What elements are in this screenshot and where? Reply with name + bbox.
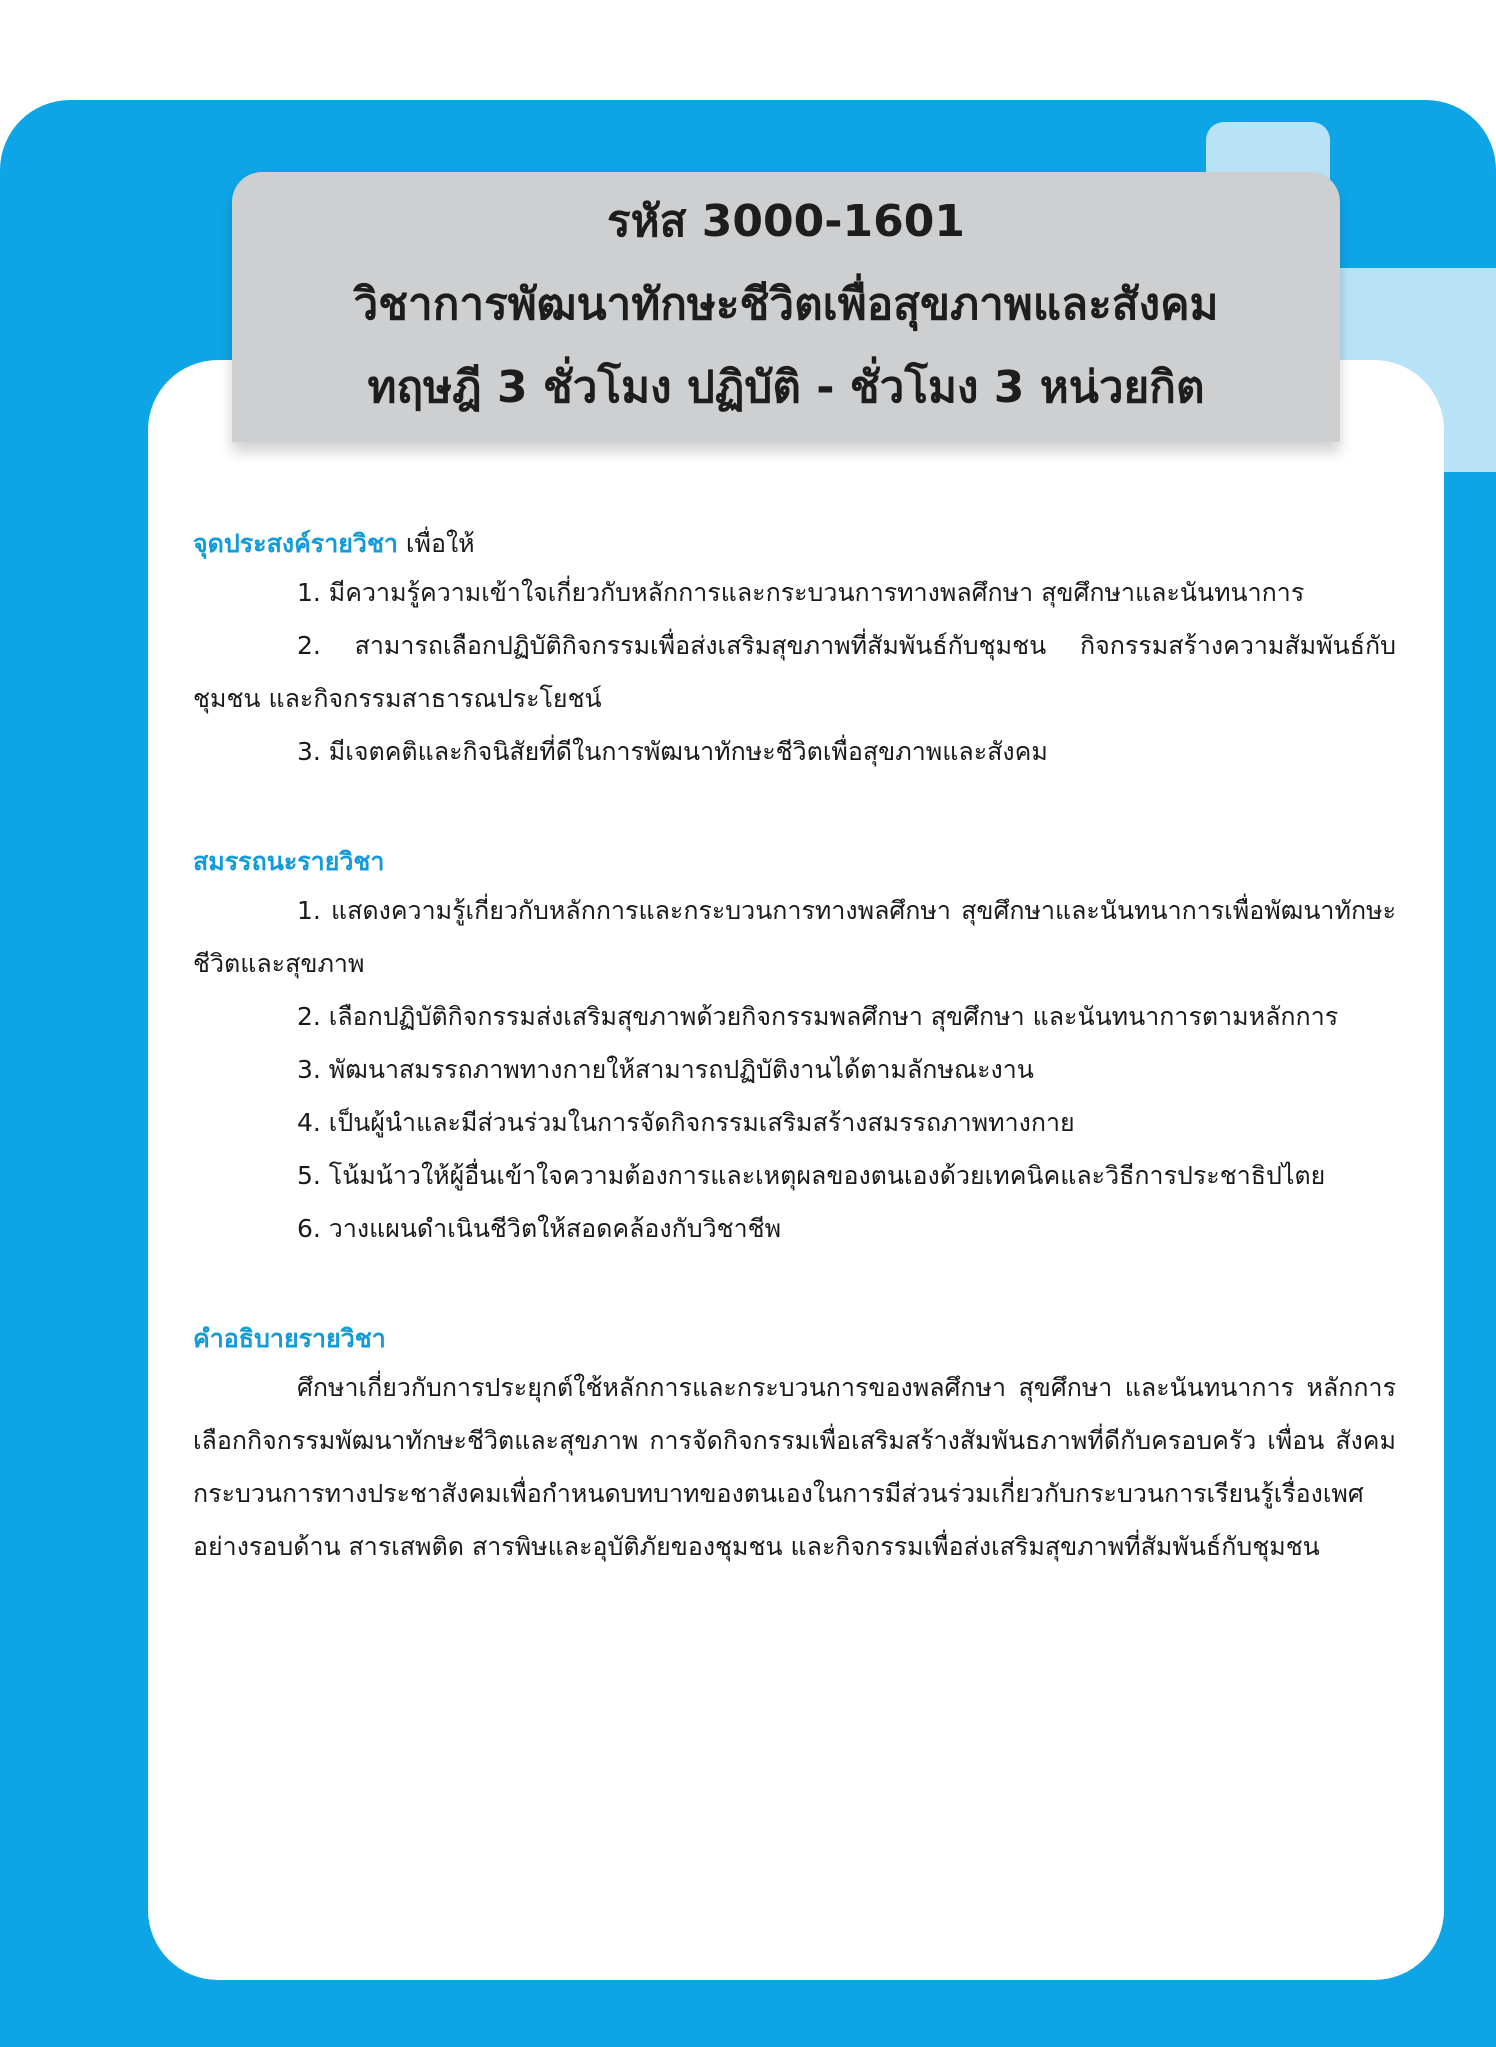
- course-header: [232, 172, 1340, 442]
- competency-item: 1. แสดงความรู้เกี่ยวกับหลักการและกระบวนการทางพลศึกษา สุขศึกษาและนันทนาการเพื่อพัฒนาทักษะชีวิตและสุขภาพ: [193, 896, 1396, 978]
- objectives-title: จุดประสงค์รายวิชา: [193, 529, 398, 558]
- competency-item: 6. วางแผนดำเนินชีวิตให้สอดคล้องกับวิชาชีพ: [297, 1214, 782, 1243]
- section-spacer: [193, 1255, 1396, 1317]
- course-content: [193, 522, 1396, 1573]
- objective-item: 1. มีความรู้ความเข้าใจเกี่ยวกับหลักการและกระบวนการทางพลศึกษา สุขศึกษาและนันทนาการ: [297, 578, 1305, 607]
- competency-item: 5. โน้มน้าวให้ผู้อื่นเข้าใจความต้องการและเหตุผลของตนเองด้วยเทคนิคและวิธีการประชาธิปไตย: [297, 1161, 1326, 1190]
- objectives-title-suffix: เพื่อให้: [397, 529, 475, 558]
- competency-item: 4. เป็นผู้นำและมีส่วนร่วมในการจัดกิจกรรมเสริมสร้างสมรรถภาพทางกาย: [297, 1108, 1075, 1137]
- description-heading: คำอธิบายรายวิชา: [193, 1324, 386, 1353]
- objective-item: 3. มีเจตคติและกิจนิสัยที่ดีในการพัฒนาทักษะชีวิตเพื่อสุขภาพและสังคม: [297, 737, 1048, 766]
- course-title: วิชาการพัฒนาทักษะชีวิตเพื่อสุขภาพและสังคม: [353, 279, 1219, 330]
- competency-item: 2. เลือกปฏิบัติกิจกรรมส่งเสริมสุขภาพด้วยกิจกรรมพลศึกษา สุขศึกษา และนันทนาการตามหลักการ: [297, 1002, 1339, 1031]
- objectives-heading: [193, 522, 1396, 566]
- description-text: ศึกษาเกี่ยวกับการประยุกต์ใช้หลักการและกระบวนการของพลศึกษา สุขศึกษา และนันทนาการ หลักการเลือกกิจกรรมพัฒนาทักษะชีวิตและสุขภาพ การจัดกิจกรรมเพื่อเสริมสร้างสัมพันธภาพที่ดีกับครอบครัว เพื่อน สังคม กระบวนการทางประชาสังคมเพื่อกำหนดบทบาทของตนเองในการมีส่วนร่วมเกี่ยวกับกระบวนการเรียนรู้เรื่องเพศอย่างรอบด้าน สารเสพติด สารพิษและอุบัติภัยของชุมชน และกิจกรรมเพื่อส่งเสริมสุขภาพที่สัมพันธ์กับชุมชน: [193, 1373, 1396, 1561]
- objective-item: 2. สามารถเลือกปฏิบัติกิจกรรมเพื่อส่งเสริมสุขภาพที่สัมพันธ์กับชุมชน กิจกรรมสร้างความสัมพันธ์กับชุมชน และกิจกรรมสาธารณประโยชน์: [193, 631, 1396, 713]
- section-spacer: [193, 778, 1396, 840]
- competency-item: 3. พัฒนาสมรรถภาพทางกายให้สามารถปฏิบัติงานได้ตามลักษณะงาน: [297, 1055, 1034, 1084]
- competencies-heading: สมรรถนะรายวิชา: [193, 847, 385, 876]
- course-code: รหัส 3000-1601: [607, 196, 965, 247]
- course-credits: ทฤษฎี 3 ชั่วโมง ปฏิบัติ - ชั่วโมง 3 หน่วยกิต: [367, 362, 1205, 413]
